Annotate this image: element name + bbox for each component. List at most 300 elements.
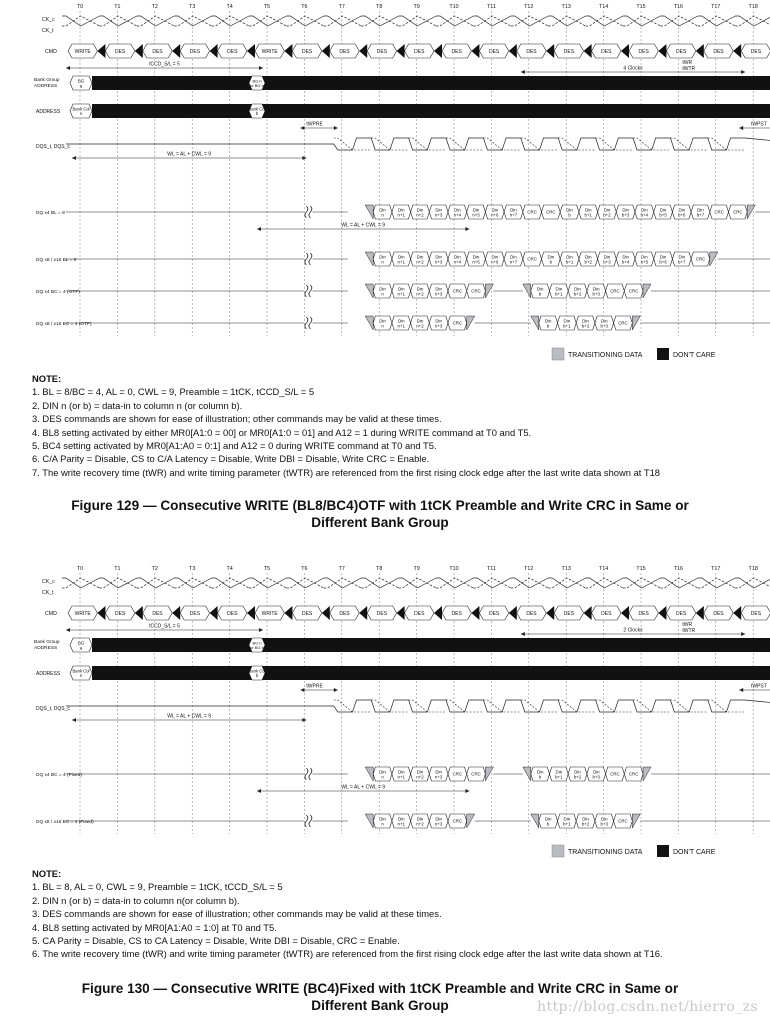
clock-label-T0: T0 (76, 566, 84, 572)
twr-label: tWR (682, 622, 693, 628)
twtr-label: tWTR (682, 628, 696, 634)
legend-transitioning-swatch (552, 845, 564, 857)
bank-group-label: Bank Group (34, 78, 60, 83)
din-label: b+7 (678, 259, 686, 265)
legend-transitioning-label: TRANSITIONING DATA (568, 849, 643, 856)
note-6: 6. The write recovery time (tWR) and write timing parameter (tWTR) are referenced from the first rising clock edge after the last write data shown at T16. (32, 948, 663, 960)
clocks-arrow-head-right (741, 70, 745, 74)
dq-break (305, 317, 308, 329)
din-label: b (538, 291, 542, 297)
dqs-c-wave (334, 138, 745, 150)
din-label: Din (555, 769, 563, 775)
din-label: Din (566, 207, 573, 213)
dq-break (305, 815, 308, 827)
cmd-gap (210, 44, 218, 58)
din-label: n (381, 212, 384, 218)
din-label: Din (435, 318, 442, 324)
clock-label-T4: T4 (226, 566, 233, 572)
twpre-arrow-head-right (334, 126, 338, 130)
din-label: b+6 (678, 212, 686, 218)
cmd-des-label: DES (376, 48, 388, 55)
notes-130 (32, 867, 663, 961)
legend-dont-care-label: DON'T CARE (673, 849, 716, 856)
twpre-arrow-label: tWPRE (306, 683, 323, 690)
cmd-gap (247, 44, 255, 58)
cmd-des-label: DES (488, 48, 500, 55)
cmd-gap (97, 44, 105, 58)
crc-label: CRC (527, 256, 537, 262)
bg-dont-care-2 (265, 76, 770, 90)
wl-arrow-2-label: WL = AL + CWL = 9 (341, 784, 386, 791)
dq-break (305, 206, 308, 218)
twpst-arrow-head-left (739, 126, 743, 130)
cmd-gap (434, 44, 442, 58)
din-label: b+3 (621, 212, 630, 218)
col-b-label: Bank Col (248, 106, 266, 112)
din-label: Din (435, 207, 442, 213)
din-label: b (538, 774, 542, 780)
din-label: Din (472, 254, 480, 260)
din-label: b (549, 259, 553, 265)
din-label: Din (678, 207, 686, 213)
din-label: n+1 (397, 259, 405, 265)
timing-diagram-130 (0, 562, 770, 868)
din-label: n+6 (491, 212, 499, 218)
bg-dont-care-2 (265, 638, 770, 652)
bg-dont-care-1 (92, 638, 265, 652)
cmd-gap (284, 606, 292, 620)
din-label: n+1 (397, 212, 405, 218)
din-label: Din (563, 816, 571, 822)
din-label: Din (379, 286, 386, 292)
cmd-des-label: DES (563, 610, 575, 617)
tccd-arrow-label: tCCD_S/L = 5 (149, 623, 180, 630)
caption-line-1: Figure 130 — Consecutive WRITE (BC4)Fixed with 1tCK Preamble and Write CRC in Same or (81, 981, 679, 996)
addr-dont-care-2 (265, 666, 770, 680)
clocks-arrow-label: 2 Clocks (623, 627, 643, 634)
legend-transitioning-swatch (552, 348, 564, 360)
din-label: b+6 (659, 259, 667, 265)
din-label: n+7 (509, 259, 518, 265)
cmd-gap (322, 44, 330, 58)
wl-arrow-2-head-right (465, 789, 469, 793)
din-label: Din (435, 769, 442, 775)
din-label: Din (435, 286, 442, 292)
twpst-arrow-label: tWPST (750, 121, 767, 128)
din-label: b+5 (659, 212, 667, 218)
din-label: Din (603, 207, 611, 213)
cmd-gap (322, 606, 330, 620)
din-label: n+3 (434, 323, 443, 329)
cmd-des-label: DES (713, 48, 724, 55)
din-label: n+1 (397, 774, 405, 780)
dq-break (305, 768, 308, 780)
dq-transition-out (632, 316, 640, 330)
tccd-arrow-label: tCCD_S/L = 5 (149, 61, 180, 68)
cmd-des-label: DES (227, 610, 238, 617)
din-label: b+3 (600, 323, 608, 329)
din-label: Din (603, 254, 611, 260)
cmd-gap (97, 606, 105, 620)
din-label: Din (416, 286, 424, 292)
legend-transitioning-label: TRANSITIONING DATA (568, 352, 643, 359)
cmd-gap (135, 606, 143, 620)
dq-transition-in (365, 205, 373, 219)
tccd-arrow-head-left (66, 66, 70, 70)
din-label: Din (622, 254, 629, 260)
din-label: n+3 (434, 259, 443, 265)
clock-label-T11: T11 (486, 566, 496, 572)
twpre-arrow-head-left (300, 126, 304, 130)
din-label: n+7 (509, 212, 518, 218)
addr-dont-care-2 (265, 104, 770, 118)
din-label: n (381, 821, 384, 827)
dq-transition-out (485, 284, 493, 298)
wl-arrow-2-head-left (257, 227, 261, 231)
cmd-gap (172, 606, 180, 620)
din-label: n+3 (434, 212, 443, 218)
clock-label-T15: T15 (636, 4, 646, 10)
bg-dont-care-1 (92, 76, 265, 90)
clock-label-T17: T17 (711, 4, 721, 10)
clock-label-T18: T18 (748, 566, 758, 572)
din-label: n+2 (416, 774, 424, 780)
din-label: Din (584, 254, 592, 260)
ck-t-wave (62, 16, 770, 26)
caption-line-2: Different Bank Group (311, 515, 449, 530)
din-label: Din (697, 207, 704, 213)
din-label: Din (555, 286, 563, 292)
clock-label-T16: T16 (673, 4, 684, 10)
cmd-des-label: DES (189, 610, 201, 617)
clock-label-T8: T8 (376, 4, 383, 10)
twpre-arrow-head-left (300, 688, 304, 692)
cmd-des-label: DES (339, 48, 350, 55)
cmd-gap (397, 606, 405, 620)
din-label: Din (574, 769, 581, 775)
din-label: n+6 (491, 259, 499, 265)
twpre-arrow-label: tWPRE (306, 121, 323, 128)
din-label: Din (584, 207, 592, 213)
ck-t-label: CK_t (42, 590, 54, 596)
clock-label-T5: T5 (263, 4, 271, 10)
din-label: n+4 (453, 259, 462, 265)
clocks-arrow-head-left (521, 632, 525, 636)
din-label: Din (659, 207, 667, 213)
cmd-label: CMD (45, 611, 57, 617)
cmd-gap (509, 44, 517, 58)
din-label: b+1 (565, 259, 574, 265)
din-label: Din (600, 816, 608, 822)
din-label: b+2 (573, 291, 582, 297)
clock-label-T3: T3 (189, 4, 196, 10)
bg-a-label: BG (77, 640, 85, 646)
cmd-gap (658, 606, 666, 620)
crc-label: CRC (452, 288, 463, 294)
clock-label-T10: T10 (449, 4, 459, 10)
cmd-gap (397, 44, 405, 58)
wl-arrow-1-label: WL = AL + CWL = 9 (167, 151, 212, 158)
cmd-des-label: DES (526, 610, 537, 617)
dq-transition-out (467, 814, 475, 828)
cmd-des-label: DES (601, 610, 612, 617)
din-label: Din (563, 318, 571, 324)
note-4: 4. BL8 setting activated by either MR0[A1:0 = 00] or MR0[A1:0 = 01] and A12 = 1 during WRITE command at T0 and T5. (32, 426, 532, 438)
cmd-gap (172, 44, 180, 58)
din-label: n+5 (472, 212, 480, 218)
din-label: n+4 (453, 212, 462, 218)
din-label: n+3 (434, 821, 443, 827)
cmd-gap (509, 606, 517, 620)
cmd-write-label: WRITE (261, 610, 278, 617)
din-label: Din (397, 318, 405, 324)
col-b-label: b (255, 673, 259, 679)
cmd-gap (359, 44, 367, 58)
din-label: Din (435, 254, 442, 260)
cmd-label: CMD (45, 49, 57, 55)
cmd-gap (658, 44, 666, 58)
din-label: n+2 (416, 821, 424, 827)
dq-break (309, 206, 312, 218)
cmd-des-label: DES (563, 48, 575, 55)
cmd-gap (210, 606, 218, 620)
din-label: Din (397, 207, 405, 213)
din-label: Din (379, 816, 386, 822)
din-label: n (381, 291, 384, 297)
din-label: Din (379, 207, 386, 213)
cmd-des-label: DES (638, 48, 649, 55)
dq-transition-in (365, 252, 373, 266)
cmd-gap (733, 44, 741, 58)
din-label: n+1 (397, 291, 405, 297)
din-label: b+1 (563, 821, 571, 827)
dq-row-label-1: DQ x8 / x16 BC = 4 (Fixed) (36, 820, 94, 825)
note-5: 5. CA Parity = Disable, CS to CA Latency = Disable, Write DBI = Disable, CRC = Enable. (32, 935, 400, 947)
din-label: Din (582, 816, 589, 822)
din-label: n (381, 323, 384, 329)
dq-transition-in (531, 814, 539, 828)
cmd-des-label: DES (301, 48, 313, 55)
crc-label: CRC (610, 288, 620, 294)
clock-label-T9: T9 (413, 4, 420, 10)
note-6: 6. C/A Parity = Disable, CS to C/A Latency = Disable, Write DBI = Disable, Write CRC = Enable. (32, 453, 430, 465)
dq-transition-in (523, 767, 531, 781)
din-label: Din (491, 207, 499, 213)
clock-label-T18: T18 (748, 4, 758, 10)
wl-arrow-1-head-left (72, 156, 76, 160)
cmd-des-label: DES (414, 48, 425, 55)
dqs-label: DQS_t, DQS_c (36, 144, 70, 150)
dq-transition-in (531, 316, 539, 330)
din-label: n+2 (416, 291, 424, 297)
notes-title: NOTE: (32, 868, 62, 879)
bg-a-label: BG (77, 78, 85, 84)
crc-label: CRC (471, 288, 481, 294)
cmd-write-label: WRITE (74, 610, 91, 617)
clocks-arrow-head-right (741, 632, 745, 636)
bg-b-label: BG b (252, 640, 262, 646)
clock-label-T1: T1 (114, 4, 121, 10)
dq-transition-out (710, 252, 718, 266)
addr-dont-care-1 (92, 104, 265, 118)
cmd-des-label: DES (451, 610, 462, 617)
din-label: Din (397, 769, 405, 775)
cmd-des-label: DES (414, 610, 425, 617)
din-label: n+1 (397, 821, 405, 827)
cmd-gap (471, 606, 479, 620)
cmd-gap (284, 44, 292, 58)
din-label: Din (416, 769, 424, 775)
ck-c-wave (62, 578, 770, 588)
cmd-des-label: DES (750, 610, 762, 617)
din-label: b+4 (640, 212, 649, 218)
din-label: b+2 (581, 323, 590, 329)
cmd-des-label: DES (451, 48, 462, 55)
dqs-c-wave (334, 700, 745, 712)
din-label: Din (566, 254, 573, 260)
tccd-arrow-head-right (259, 628, 263, 632)
cmd-gap (471, 44, 479, 58)
cmd-des-label: DES (675, 610, 687, 617)
clock-label-T2: T2 (151, 4, 158, 10)
clock-label-T7: T7 (338, 4, 345, 10)
cmd-gap (546, 606, 554, 620)
din-label: Din (574, 286, 581, 292)
dq-transition-out (643, 284, 651, 298)
din-label: b+1 (563, 323, 571, 329)
timing-diagram-129 (0, 0, 770, 370)
din-label: b+1 (555, 291, 563, 297)
din-label: Din (510, 207, 517, 213)
clock-label-T12: T12 (524, 566, 534, 572)
din-label: Din (397, 254, 405, 260)
twr-label: tWR (682, 60, 693, 66)
dq-row-label-0: DQ x4 BC = 4 (Fixed) (36, 773, 82, 778)
din-label: Din (641, 254, 648, 260)
cmd-gap (621, 44, 629, 58)
clock-label-T15: T15 (636, 566, 646, 572)
clock-label-T3: T3 (189, 566, 196, 572)
din-label: Din (592, 769, 600, 775)
bg-b-label: or BG b (250, 645, 264, 650)
dq-transition-out (485, 767, 493, 781)
din-label: Din (659, 254, 667, 260)
clock-label-T9: T9 (413, 566, 420, 572)
din-label: b+3 (592, 774, 600, 780)
cmd-des-label: DES (114, 610, 126, 617)
address-label: ADDRESS (36, 109, 61, 115)
din-label: Din (544, 318, 552, 324)
din-label: b+7 (696, 212, 705, 218)
note-4: 4. BL8 setting activated by MR0[A1:A0 = 1:0] at T0 and T5. (32, 921, 277, 933)
din-label: Din (622, 207, 629, 213)
col-b-label: Bank Col (248, 668, 266, 674)
note-1: 1. BL = 8/BC = 4, AL = 0, CWL = 9, Preamble = 1tCK, tCCD_S/L = 5 (32, 386, 315, 398)
ck-c-label: CK_c (42, 579, 55, 585)
clock-label-T12: T12 (524, 4, 534, 10)
note-3: 3. DES commands are shown for ease of illustration; other commands may be valid at these times. (32, 413, 442, 425)
dq-transition-out (467, 316, 475, 330)
clock-label-T10: T10 (449, 566, 459, 572)
din-label: n (381, 259, 384, 265)
twpst-arrow-head-left (739, 688, 743, 692)
twpst-arrow-label: tWPST (750, 683, 767, 690)
cmd-des-label: DES (301, 610, 313, 617)
wl-arrow-1-head-left (72, 718, 76, 722)
dq-transition-out (632, 814, 640, 828)
crc-label: CRC (618, 320, 628, 326)
clock-label-T4: T4 (226, 4, 233, 10)
crc-label: CRC (610, 771, 620, 777)
dq-break (309, 253, 312, 265)
din-label: b+3 (603, 259, 611, 265)
tccd-arrow-head-right (259, 66, 263, 70)
clock-label-T0: T0 (76, 4, 84, 10)
din-label: b+3 (600, 821, 608, 827)
crc-label: CRC (618, 818, 628, 824)
cmd-gap (584, 606, 592, 620)
bank-group-address-label: ADDRESS (34, 84, 58, 89)
legend-dont-care-swatch (657, 845, 669, 857)
cmd-des-label: DES (339, 610, 350, 617)
crc-label: CRC (452, 771, 463, 777)
twtr-label: tWTR (682, 66, 696, 72)
cmd-des-label: DES (675, 48, 687, 55)
clock-label-T13: T13 (561, 4, 571, 10)
crc-label: CRC (546, 209, 556, 215)
din-label: Din (454, 254, 461, 260)
wl-arrow-1-label: WL = AL + CWL = 9 (167, 713, 212, 720)
cmd-des-label: DES (713, 610, 724, 617)
cmd-des-label: DES (750, 48, 762, 55)
din-label: Din (416, 254, 424, 260)
crc-label: CRC (733, 209, 743, 215)
clock-label-T6: T6 (301, 4, 308, 10)
crc-label: CRC (527, 209, 537, 215)
ck-t-wave (62, 578, 770, 588)
cmd-des-label: DES (601, 48, 612, 55)
cmd-des-label: DES (227, 48, 238, 55)
cmd-des-label: DES (114, 48, 126, 55)
note-2: 2. DIN n (or b) = data-in to column n(or column b). (32, 894, 240, 906)
dqs-label: DQS_t, DQS_c (36, 706, 70, 712)
clock-label-T6: T6 (301, 566, 308, 572)
bg-a-label: a (79, 645, 83, 651)
wl-arrow-2-head-right (465, 227, 469, 231)
clock-label-T13: T13 (561, 566, 571, 572)
din-label: n+5 (472, 259, 480, 265)
ck-t-label: CK_t (42, 28, 54, 34)
address-label: ADDRESS (36, 671, 61, 677)
din-label: Din (416, 207, 424, 213)
wl-arrow-2-label: WL = AL + CWL = 9 (341, 222, 386, 229)
crc-label: CRC (695, 256, 706, 262)
din-label: Din (592, 286, 600, 292)
din-label: n+1 (397, 323, 405, 329)
din-label: n+2 (416, 259, 424, 265)
col-n-label: Bank Col (72, 668, 90, 674)
clock-label-T14: T14 (598, 4, 609, 10)
bg-b-label: BG b (252, 78, 262, 84)
din-label: b+1 (555, 774, 563, 780)
din-label: Din (600, 318, 608, 324)
clocks-arrow-label: 4 Clocks (623, 65, 643, 72)
crc-label: CRC (628, 288, 639, 294)
din-label: b (546, 323, 550, 329)
col-n-label: n (79, 111, 83, 117)
legend-dont-care-swatch (657, 348, 669, 360)
din-label: b+4 (621, 259, 630, 265)
